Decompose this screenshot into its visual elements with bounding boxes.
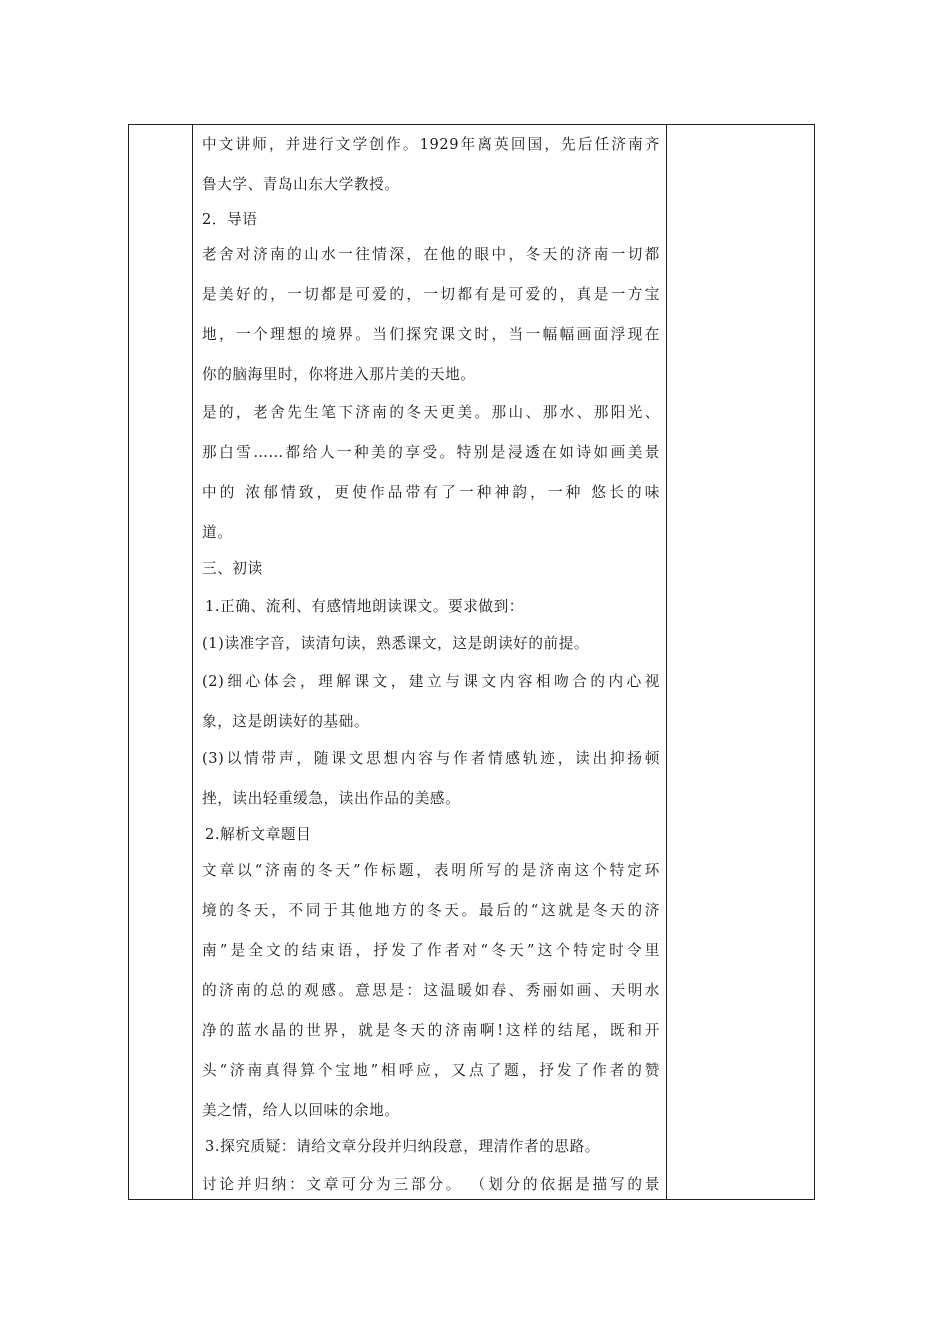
text-line: 那白雪……都给人一种美的享受。特别是浸透在如诗如画美景	[202, 444, 660, 461]
text-line: 是的，老舍先生笔下济南的冬天更美。那山、那水、那阳光、	[202, 404, 660, 421]
text-line: 南”是全文的结束语，抒发了作者对“冬天”这个特定时令里	[202, 942, 660, 959]
text-line: 象，这是朗读好的基础。	[202, 713, 370, 730]
text-line: 3.探究质疑：请给文章分段并归纳段意，理清作者的思路。	[205, 1138, 600, 1155]
lesson-plan-table	[128, 124, 815, 1200]
text-line: 美之情，给人以回味的余地。	[202, 1102, 400, 1119]
text-line: 讨论并归纳：文章可分为三部分。 （划分的依据是描写的景	[202, 1176, 660, 1193]
text-line: 1.正确、流利、有感情地朗读课文。要求做到：	[205, 598, 525, 615]
text-line: 你的脑海里时，你将进入那片美的天地。	[202, 366, 476, 383]
text-line: 中的 浓郁情致，更使作品带有了一种神韵，一种 悠长的味	[202, 484, 660, 501]
text-line: 净的蓝水晶的世界，就是冬天的济南啊!这样的结尾，既和开	[202, 1022, 660, 1039]
text-line: 三、初读	[202, 560, 263, 577]
text-line: 境的冬天，不同于其他地方的冬天。最后的“这就是冬天的济	[202, 902, 660, 919]
text-line: (1)读准字音，读清句读，熟悉课文，这是朗读好的前提。	[202, 635, 590, 652]
right-column-divider	[666, 125, 667, 1199]
text-line: 2．导语	[202, 211, 258, 228]
text-line: 挫，读出轻重缓急，读出作品的美感。	[202, 790, 461, 807]
text-line: 道。	[202, 524, 233, 541]
text-line: 中文讲师，并进行文学创作。1929年离英回国，先后任济南齐	[202, 136, 660, 153]
text-line: 地，一个理想的境界。当们探究课文时，当一幅幅画面浮现在	[202, 326, 660, 343]
text-line: 鲁大学、青岛山东大学教授。	[202, 176, 400, 193]
text-line: 2.解析文章题目	[205, 826, 312, 843]
text-line: 文章以“济南的冬天”作标题，表明所写的是济南这个特定环	[202, 862, 660, 879]
text-line: 是美好的，一切都是可爱的，一切都有是可爱的，真是一方宝	[202, 286, 660, 303]
left-column-divider	[192, 125, 193, 1199]
text-line: 的济南的总的观感。意思是：这温暖如春、秀丽如画、天明水	[202, 982, 660, 999]
text-line: 头“济南真得算个宝地”相呼应，又点了题，抒发了作者的赞	[202, 1062, 660, 1079]
text-line: (2)细心体会，理解课文，建立与课文内容相吻合的内心视	[202, 673, 660, 690]
text-line: (3)以情带声，随课文思想内容与作者情感轨迹，读出抑扬顿	[202, 750, 660, 767]
text-line: 老舍对济南的山水一往情深，在他的眼中，冬天的济南一切都	[202, 246, 660, 263]
